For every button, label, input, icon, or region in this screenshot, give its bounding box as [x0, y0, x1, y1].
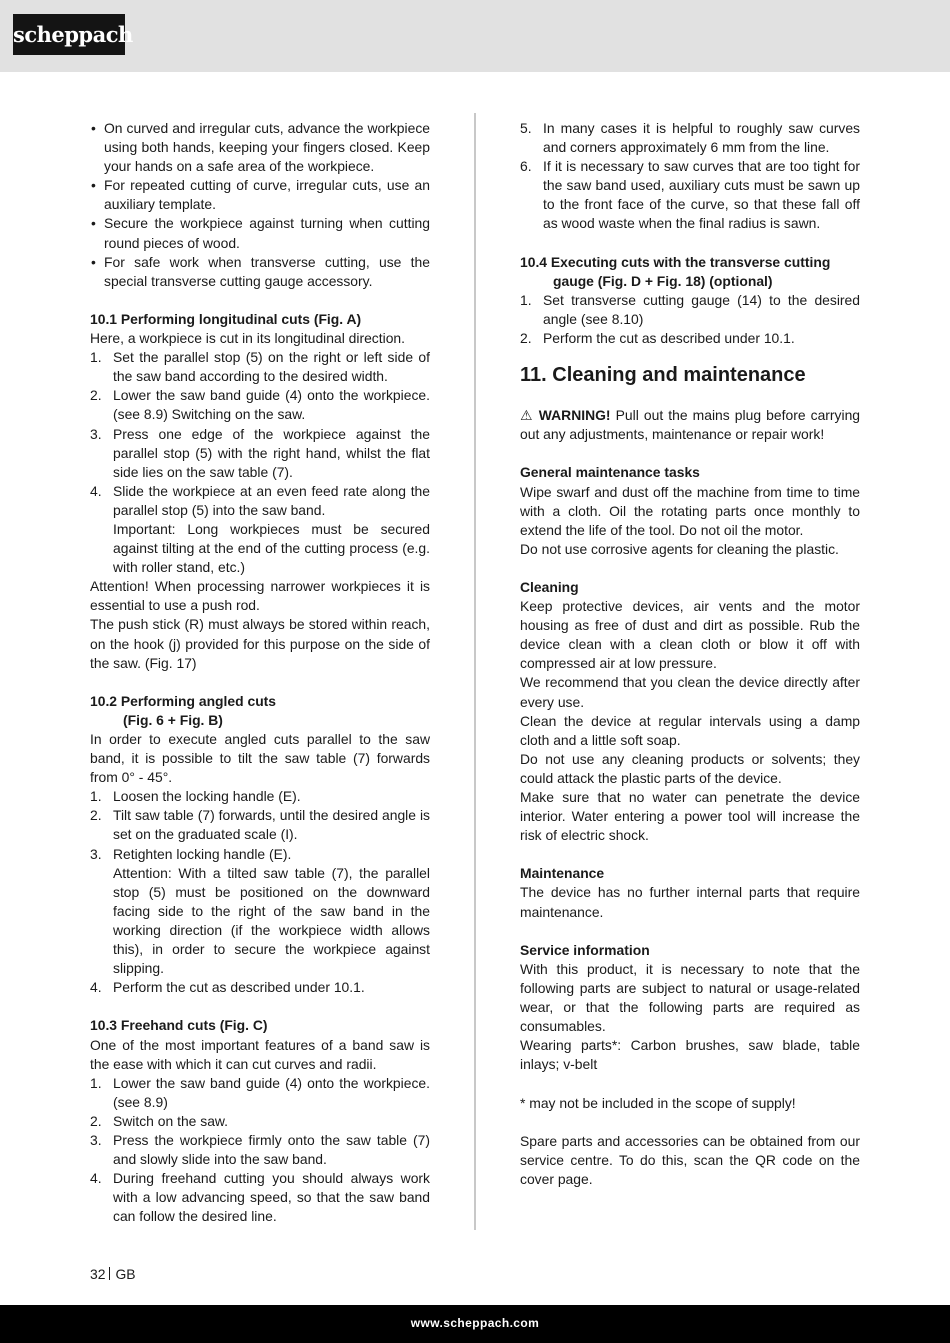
warning-label: WARNING! [538, 407, 611, 424]
list-item: 2. Perform the cut as described under 10.1. [520, 330, 795, 347]
right-column [520, 119, 860, 1189]
list-item: 2. Lower the saw band guide (4) onto the workpiece. (see 8.9) Switching on the saw. [90, 387, 430, 423]
paragraph: The device has no further internal parts that require maintenance. [520, 884, 860, 920]
list-item: 4. Slide the workpiece at an even feed rate along the parallel stop (5) into the saw band. [90, 482, 430, 518]
heading-10-2: 10.2 Performing angled cuts [90, 692, 277, 709]
scheppach-logo: scheppach [13, 14, 125, 55]
footnote: * may not be included in the scope of supply! [520, 1094, 796, 1111]
paragraph: Attention! When processing narrower workpieces it is essential to use a push rod. [90, 578, 430, 614]
paragraph: In order to execute angled cuts parallel to the saw band, it is possible to tilt the saw table (7) forwards from 0° - 45°. [90, 731, 430, 786]
heading-general-maintenance: General maintenance tasks [520, 464, 700, 481]
heading-10-2-line2: (Fig. 6 + Fig. B) [123, 711, 223, 728]
list-item: 2. Switch on the saw. [90, 1112, 229, 1129]
paragraph: Make sure that no water can penetrate the device interior. Water entering a power tool will increase the risk of electric shock. [520, 789, 860, 844]
attention-note: Attention: With a tilted saw table (7), the parallel stop (5) must be positioned on the downward facing side to the right of the saw band in the working direction (if the workpiece width allows this), in order to secure the workpiece against slipping. [113, 864, 430, 977]
heading-cleaning: Cleaning [520, 578, 579, 595]
paragraph: Clean the device at regular intervals using a damp cloth and a little soft soap. [520, 712, 860, 748]
website-link[interactable]: www.scheppach.com [410, 1316, 540, 1330]
list-item: 4. During freehand cutting you should always work with a low advancing speed, so that the saw band can follow the desired line. [90, 1170, 430, 1225]
paragraph: Here, a workpiece is cut in its longitudinal direction. [90, 330, 406, 347]
list-item: 1. Loosen the locking handle (E). [90, 788, 301, 805]
heading-10-4: 10.4 Executing cuts with the transverse cutting gauge (Fig. D + Fig. 18) (optional) [520, 253, 831, 289]
paragraph: Do not use corrosive agents for cleaning the plastic. [520, 540, 839, 557]
paragraph: Do not use any cleaning products or solvents; they could attack the plastic parts of the device. [520, 750, 860, 786]
heading-maintenance: Maintenance [520, 865, 605, 882]
paragraph: The push stick (R) must always be stored within reach, on the hook (j) provided for this purpose on the side of the saw. (Fig. 17) [90, 616, 430, 671]
heading-11: 11. Cleaning and maintenance [520, 364, 806, 387]
paragraph: One of the most important features of a band saw is the ease with which it can cut curves and radii. [90, 1036, 430, 1072]
paragraph: Spare parts and accessories can be obtained from our service centre. To do this, scan the QR code on the cover page. [520, 1132, 860, 1187]
list-item: 3. Retighten locking handle (E). [90, 845, 292, 862]
important-note: Important: Long workpieces must be secured against tilting at the end of the cutting process (e.g. with roller stand, etc.) [113, 520, 430, 576]
list-item: 6. If it is necessary to saw curves that are too tight for the saw band used, auxiliary cuts must be sawn up to the front face of the curve, so that these fall off as wood waste when the final radius is sawn. [520, 158, 860, 232]
paragraph: Wipe swarf and dust off the machine from time to time with a cloth. Oil the rotating parts once monthly to extend the life of the tool. Do not oil the motor. [520, 483, 860, 538]
bullet-item: • Secure the workpiece against turning when cutting round pieces of wood. [91, 215, 430, 251]
page-number: 32 GB [90, 1266, 136, 1282]
list-item: 1. Lower the saw band guide (4) onto the workpiece. (see 8.9) [90, 1074, 430, 1110]
paragraph: With this product, it is necessary to note that the following parts are subject to natural or usage-related wear, or that the following parts are required as consumables. [520, 960, 860, 1035]
column-divider [474, 113, 476, 1230]
list-item: 1. Set transverse cutting gauge (14) to the desired angle (see 8.10) [520, 291, 860, 327]
bullet-item: • For safe work when transverse cutting, use the special transverse cutting gauge accessory. [91, 253, 430, 289]
page-header [0, 0, 950, 72]
list-item: 5. In many cases it is helpful to roughly saw curves and corners approximately 6 mm from the line. [520, 120, 860, 156]
left-column [90, 119, 430, 1226]
bullet-item: • On curved and irregular cuts, advance the workpiece using both hands, keeping your fingers closed. Keep your hands on a safe area of the workpiece. [91, 120, 430, 175]
paragraph: We recommend that you clean the device directly after every use. [520, 674, 860, 710]
list-item: 3. Press one edge of the workpiece against the parallel stop (5) with the right hand, whilst the flat side lies on the saw table (7). [90, 425, 430, 480]
list-item: 2. Tilt saw table (7) forwards, until the desired angle is set on the graduated scale (I). [90, 807, 430, 843]
paragraph: Keep protective devices, air vents and the motor housing as free of dust and dirt as possible. Rub the device clean with a clean cloth or blow it off with compressed air at low pressure. [520, 598, 860, 672]
bullet-item: • For repeated cutting of curve, irregular cuts, use an auxiliary template. [91, 177, 430, 213]
heading-10-3: 10.3 Freehand cuts (Fig. C) [90, 1017, 268, 1034]
heading-service-information: Service information [520, 941, 650, 958]
paragraph: Wearing parts*: Carbon brushes, saw blade, table inlays; v-belt [520, 1037, 860, 1073]
heading-10-1: 10.1 Performing longitudinal cuts (Fig. A) [90, 310, 362, 327]
list-item: 3. Press the workpiece firmly onto the saw table (7) and slowly slide into the saw band. [90, 1131, 430, 1168]
warning-icon: ⚠ [520, 407, 534, 424]
page-footer [0, 1305, 950, 1343]
warning-paragraph: ⚠ WARNING! Pull out the mains plug before carrying out any adjustments, maintenance or repair work! [520, 407, 861, 443]
list-item: 1. Set the parallel stop (5) on the right or left side of the saw band according to the desired width. [90, 349, 430, 385]
list-item: 4. Perform the cut as described under 10.1. [90, 979, 365, 996]
